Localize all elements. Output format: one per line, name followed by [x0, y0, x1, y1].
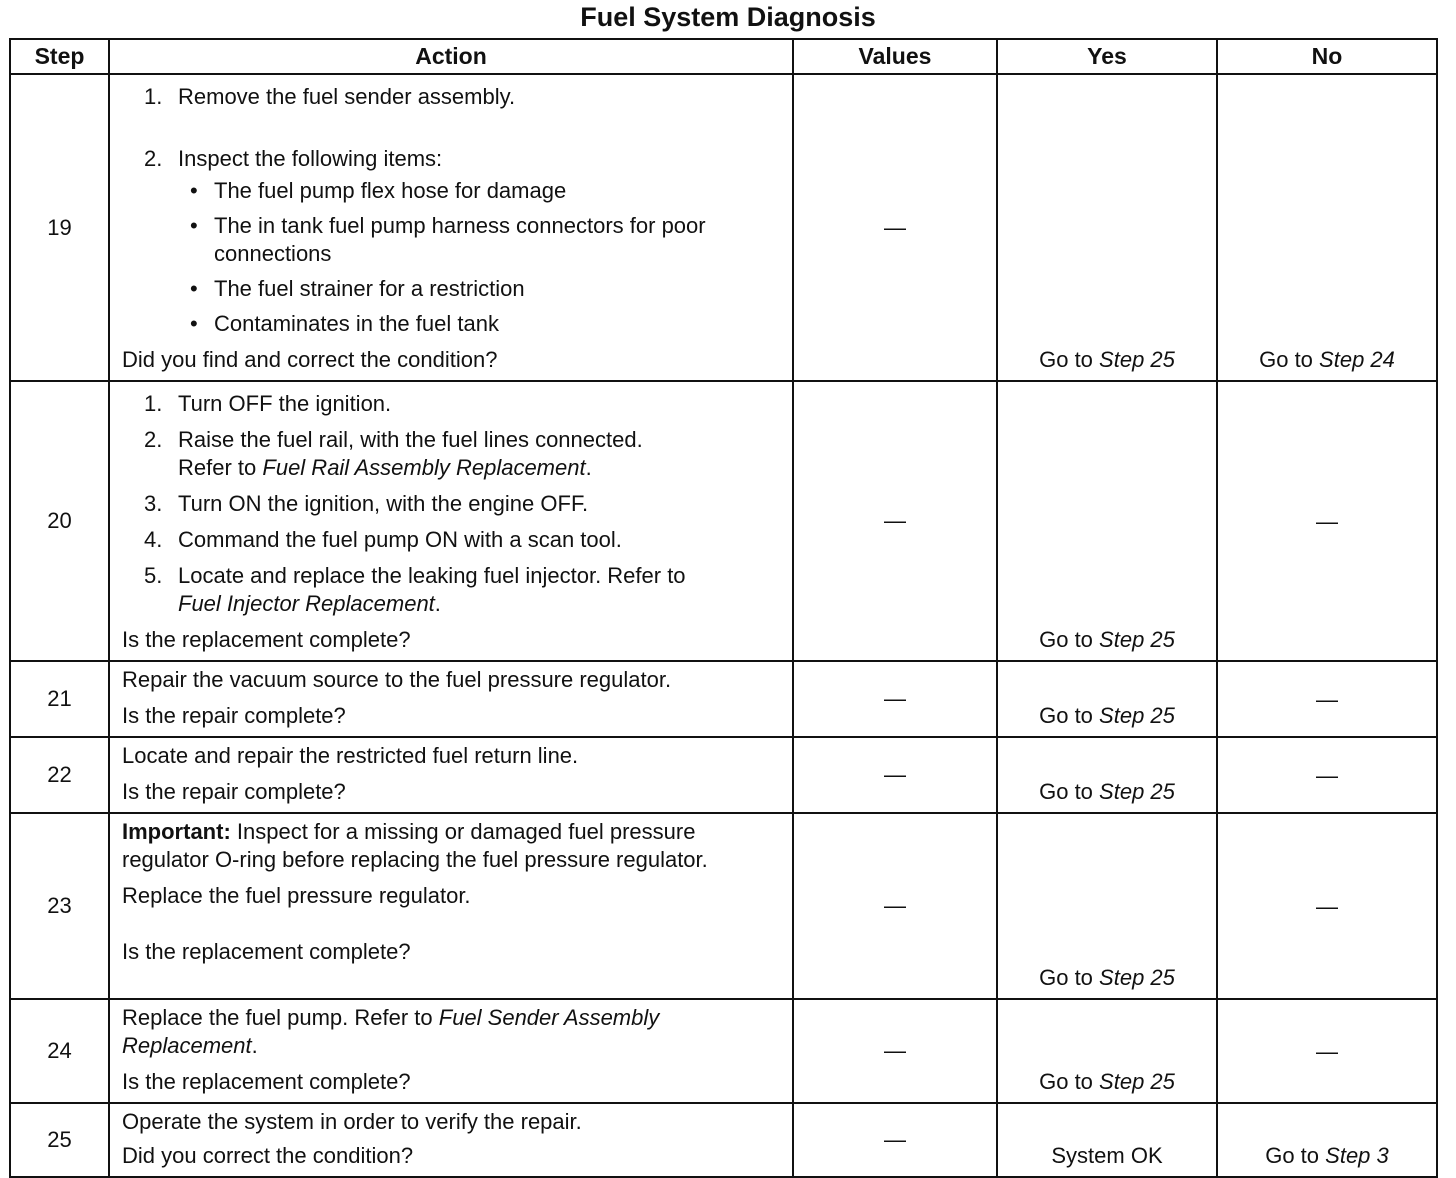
header-action: Action [109, 39, 793, 74]
action-steps [122, 83, 782, 111]
action-item: 1. Remove the fuel sender assembly. [144, 84, 516, 109]
yes-cell: System OK [997, 1103, 1217, 1177]
header-yes: Yes [997, 39, 1217, 74]
no-cell: — [1217, 381, 1437, 661]
step-row-23 [10, 813, 1437, 999]
values-cell: — [793, 74, 997, 381]
no-cell: — [1217, 661, 1437, 737]
values-cell: — [793, 1103, 997, 1177]
action-steps [122, 390, 782, 618]
diagnosis-table [9, 38, 1438, 1178]
step-number: 21 [10, 661, 109, 737]
yes-cell: Go to Step 25 [997, 813, 1217, 999]
action-question: Is the replacement complete? [122, 939, 411, 964]
yes-cell: Go to Step 25 [997, 74, 1217, 381]
step-number: 25 [10, 1103, 109, 1177]
no-cell: Go to Step 24 [1217, 74, 1437, 381]
step-row-22 [10, 737, 1437, 813]
document-title: Fuel System Diagnosis [580, 2, 876, 32]
action-cell [109, 381, 793, 661]
inspect-item: • The fuel pump flex hose for damage [190, 178, 567, 203]
action-item: 5. Locate and replace the leaking fuel injector. Refer to Fuel Injector Replacement. [144, 563, 686, 616]
action-question: Is the replacement complete? [122, 627, 411, 652]
values-cell: — [793, 737, 997, 813]
action-text: Replace the fuel pump. Refer to Fuel Sender Assembly Replacement. [122, 1005, 660, 1058]
yes-cell: Go to Step 25 [997, 661, 1217, 737]
action-cell [109, 661, 793, 737]
step-number: 19 [10, 74, 109, 381]
action-question: Is the repair complete? [122, 779, 346, 804]
yes-cell: Go to Step 25 [997, 381, 1217, 661]
step-number: 23 [10, 813, 109, 999]
action-item: 1. Turn OFF the ignition. [144, 391, 392, 416]
values-cell: — [793, 813, 997, 999]
yes-cell: Go to Step 25 [997, 999, 1217, 1103]
inspect-item: • Contaminates in the fuel tank [190, 311, 499, 336]
action-cell [109, 74, 793, 381]
action-cell [109, 813, 793, 999]
inspect-item: • The fuel strainer for a restriction [190, 276, 525, 301]
yes-cell: Go to Step 25 [997, 737, 1217, 813]
values-cell: — [793, 381, 997, 661]
action-steps [122, 145, 782, 338]
step-row-20 [10, 381, 1437, 661]
no-cell: Go to Step 3 [1217, 1103, 1437, 1177]
action-text: Replace the fuel pressure regulator. [122, 883, 471, 908]
action-cell [109, 999, 793, 1103]
inspect-list [178, 177, 782, 338]
inspect-item: • The in tank fuel pump harness connectors for poor connections [190, 213, 706, 266]
action-text: Locate and repair the restricted fuel return line. [122, 743, 579, 768]
step-row-19 [10, 74, 1437, 381]
header-row [10, 39, 1437, 74]
header-values: Values [793, 39, 997, 74]
step-row-24 [10, 999, 1437, 1103]
action-cell [109, 737, 793, 813]
no-cell: — [1217, 737, 1437, 813]
action-text: Repair the vacuum source to the fuel pressure regulator. [122, 667, 672, 692]
step-number: 20 [10, 381, 109, 661]
action-text: Operate the system in order to verify the repair. [122, 1109, 582, 1134]
action-question: Is the repair complete? [122, 703, 346, 728]
header-no: No [1217, 39, 1437, 74]
no-cell: — [1217, 813, 1437, 999]
action-question: Did you correct the condition? [122, 1143, 414, 1168]
action-cell [109, 1103, 793, 1177]
step-row-25 [10, 1103, 1437, 1177]
header-step: Step [10, 39, 109, 74]
action-question: Did you find and correct the condition? [122, 347, 498, 372]
action-item: 2. Raise the fuel rail, with the fuel lines connected. Refer to Fuel Rail Assembly Replacement. [144, 427, 643, 480]
step-row-21 [10, 661, 1437, 737]
values-cell: — [793, 661, 997, 737]
step-number: 24 [10, 999, 109, 1103]
action-question: Is the replacement complete? [122, 1069, 411, 1094]
action-item: 3. Turn ON the ignition, with the engine OFF. [144, 491, 589, 516]
action-item: 2. Inspect the following items: • The fuel pump flex hose for damage • The in tank fuel pump harness connectors for poor connections • The fuel strainer for a restriction • Contaminates in the fuel tank [122, 145, 782, 338]
no-cell: — [1217, 999, 1437, 1103]
step-number: 22 [10, 737, 109, 813]
values-cell: — [793, 999, 997, 1103]
action-item: 4. Command the fuel pump ON with a scan tool. [144, 527, 622, 552]
important-note: Important: Inspect for a missing or damaged fuel pressure regulator O-ring before replacing the fuel pressure regulator. [122, 819, 708, 872]
